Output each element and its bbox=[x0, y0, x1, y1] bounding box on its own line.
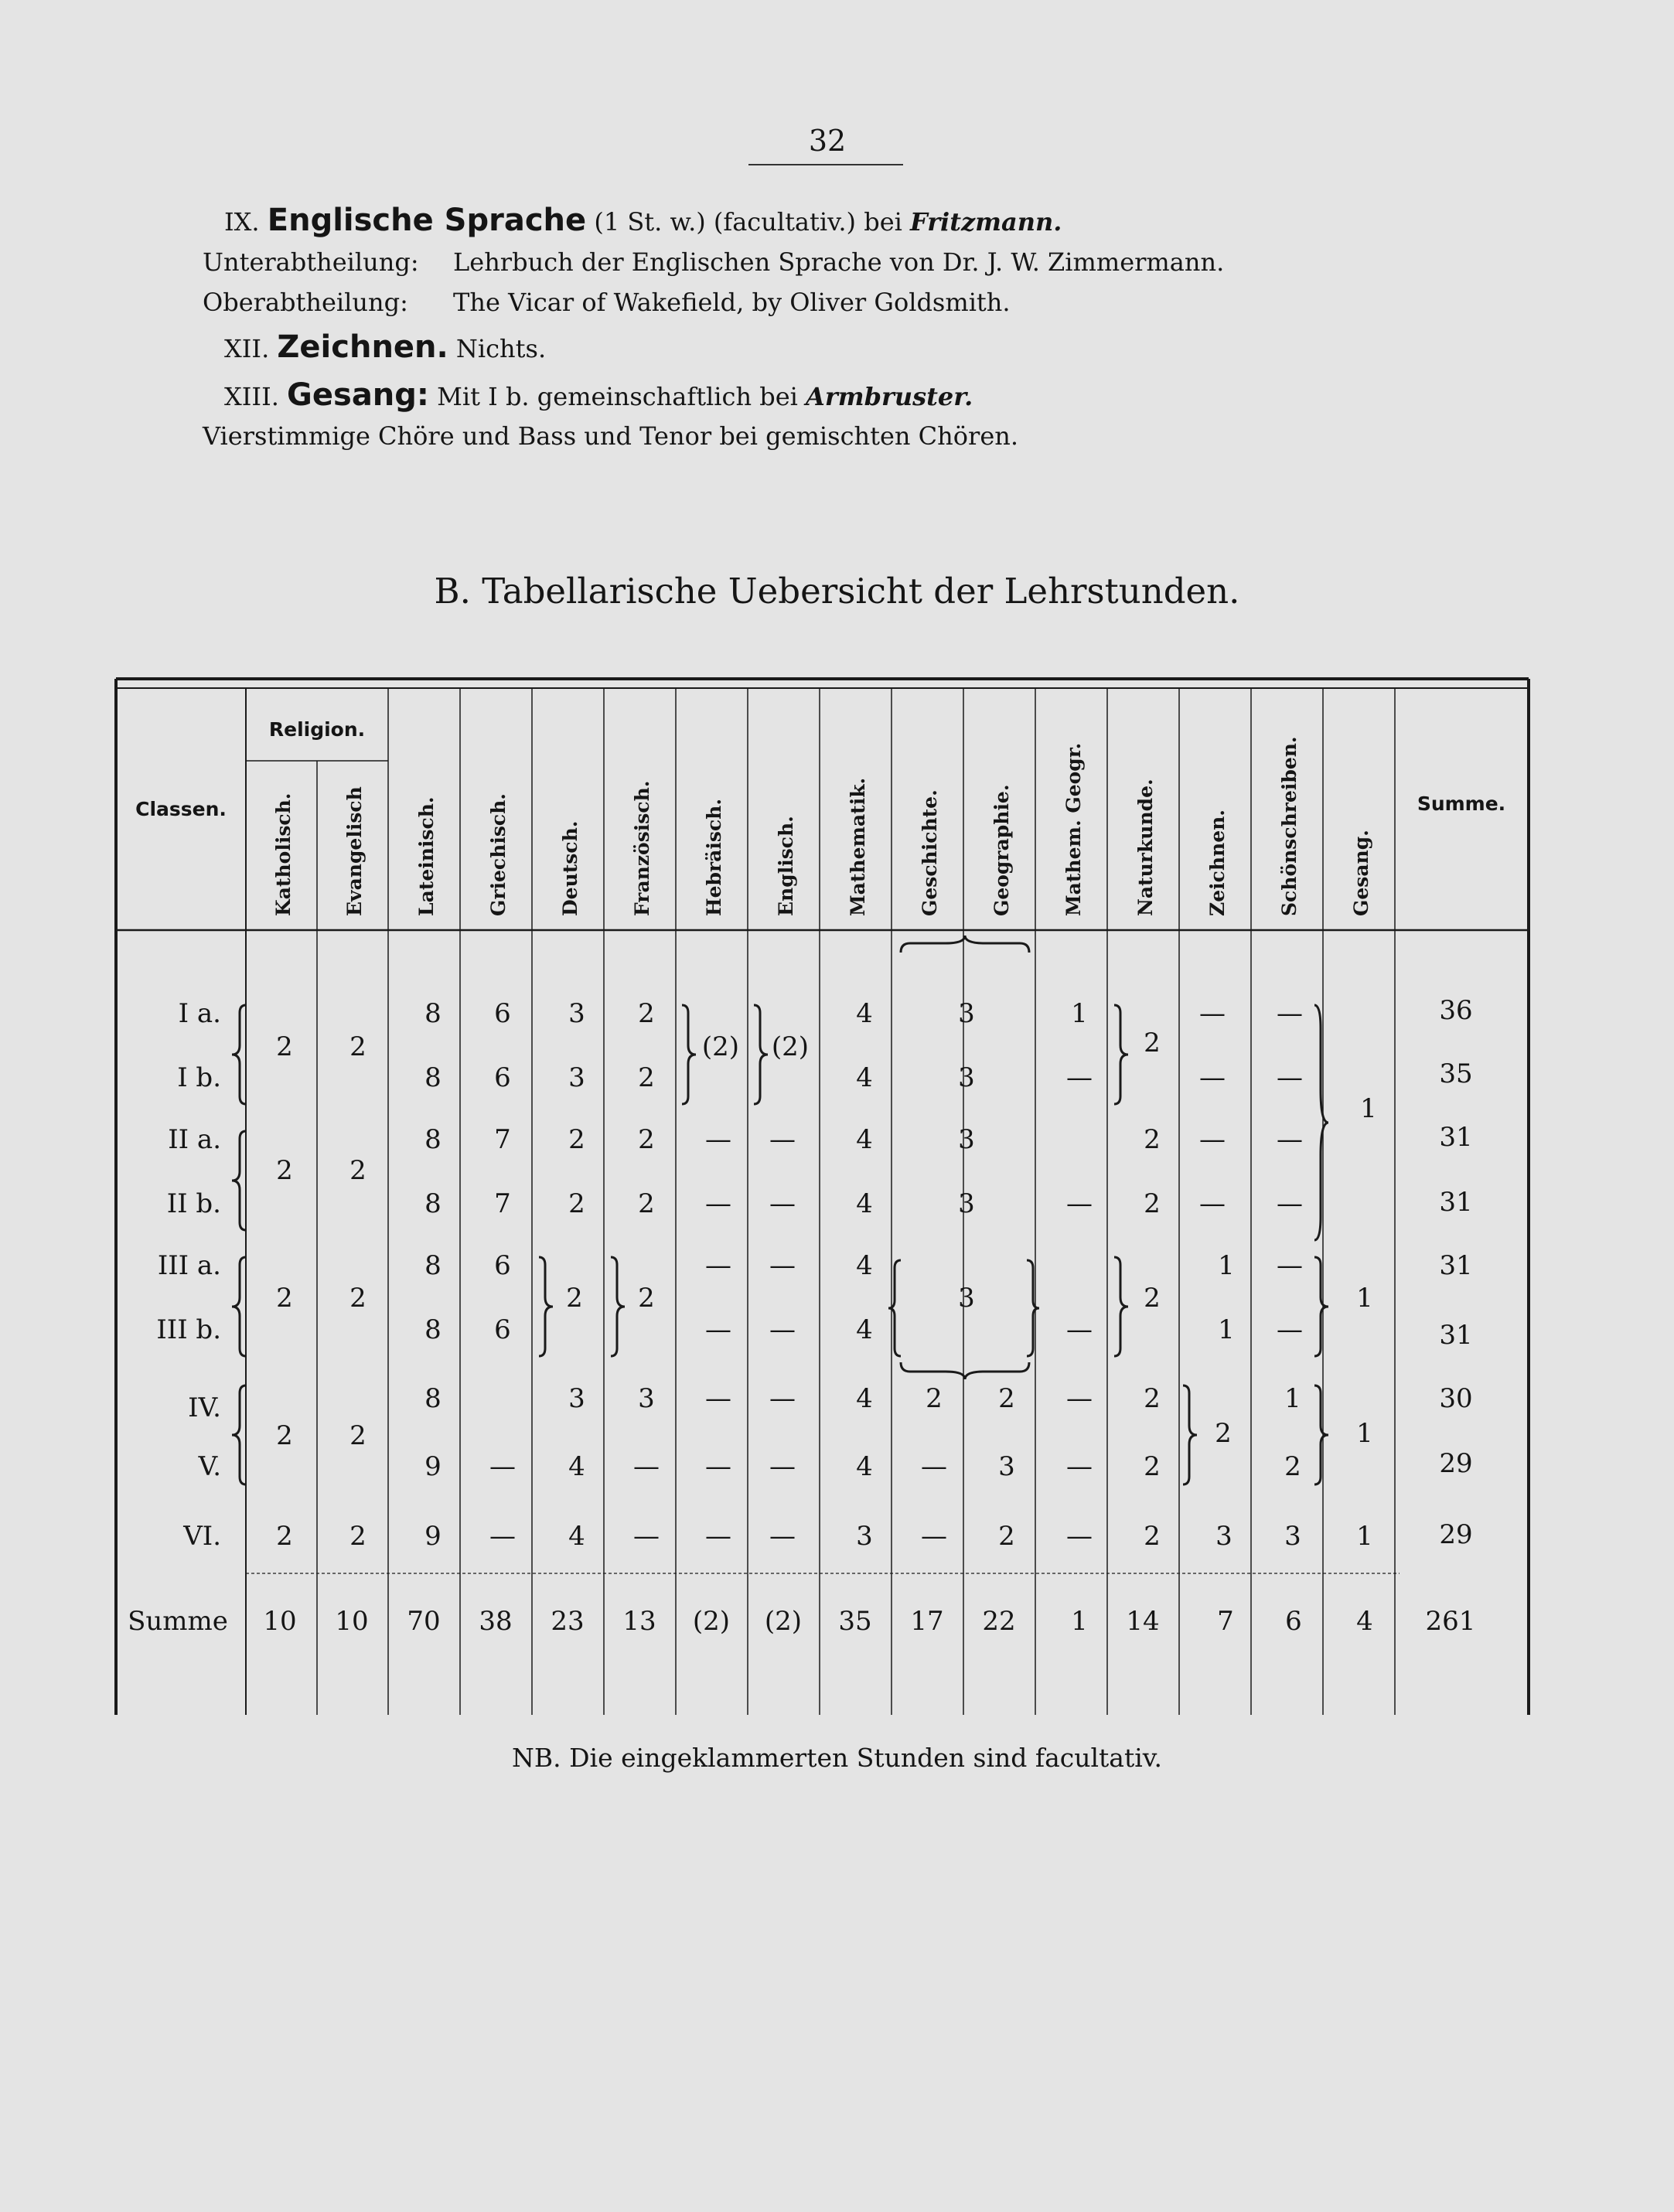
table-cell: 2 bbox=[276, 1283, 293, 1314]
row-label: II b. bbox=[166, 1188, 221, 1219]
table-cell: 4 bbox=[856, 1188, 873, 1219]
table-cell: 8 bbox=[424, 1124, 442, 1155]
table-cell: 3 bbox=[958, 1283, 975, 1314]
table-cell: 3 bbox=[958, 1062, 975, 1093]
table-cell: 2 bbox=[998, 1383, 1015, 1414]
table-cell: 6 bbox=[494, 1314, 511, 1345]
table-row bbox=[424, 1188, 1303, 1219]
table-cell: 2 bbox=[566, 1283, 583, 1314]
oberabtheilung-text: The Vicar of Wakefield, by Oliver Goldsmith. bbox=[453, 288, 1011, 317]
unterabtheilung-label: Unterabtheilung: bbox=[203, 247, 419, 277]
table-cell: 4 bbox=[856, 1124, 873, 1155]
table-cell: 2 bbox=[349, 1155, 367, 1186]
total-cell: 14 bbox=[1126, 1606, 1160, 1637]
table-cell: 1 bbox=[1218, 1250, 1235, 1281]
gesang-teacher: Armbruster. bbox=[806, 382, 973, 411]
table-cell: — bbox=[1066, 1314, 1093, 1345]
col-header-geographie: Geographie. bbox=[990, 784, 1013, 916]
table-cell: 2 bbox=[638, 1283, 655, 1314]
table-cell: — bbox=[1066, 1188, 1093, 1219]
col-header-franzoesisch: Französisch. bbox=[631, 780, 653, 916]
gesang-title: Gesang: bbox=[287, 377, 429, 413]
table-cell: 9 bbox=[424, 1451, 442, 1482]
row-label: III b. bbox=[156, 1314, 221, 1345]
row-label: III a. bbox=[157, 1250, 221, 1281]
total-cell: 10 bbox=[335, 1606, 369, 1637]
grand-total: 261 bbox=[1425, 1606, 1476, 1637]
col-header-zeichnen: Zeichnen. bbox=[1206, 809, 1229, 916]
table-cell: — bbox=[705, 1451, 731, 1482]
table-cell: 8 bbox=[424, 998, 442, 1029]
englisch-teacher: Fritzmann. bbox=[910, 207, 1062, 237]
row-sum: 31 bbox=[1439, 1320, 1473, 1351]
table-cell: — bbox=[769, 1124, 796, 1155]
englisch-detail: (1 St. w.) (facultativ.) bei bbox=[594, 207, 902, 237]
row-sum: 31 bbox=[1439, 1250, 1473, 1281]
table-row bbox=[276, 1521, 1373, 1552]
table-cell: — bbox=[489, 1451, 516, 1482]
col-header-evangelisch: Evangelisch bbox=[343, 786, 366, 916]
total-cell: 23 bbox=[551, 1606, 585, 1637]
row-label: I b. bbox=[177, 1062, 221, 1093]
row-sum: 36 bbox=[1439, 995, 1473, 1026]
row-sum: 30 bbox=[1439, 1383, 1473, 1414]
table-cell: 2 bbox=[276, 1155, 293, 1186]
col-header-deutsch: Deutsch. bbox=[559, 820, 581, 916]
englisch-number: IX. bbox=[224, 207, 260, 237]
table-cell: — bbox=[1277, 1314, 1303, 1345]
classes-header: Classen. bbox=[135, 798, 227, 820]
table-cell: 1 bbox=[1218, 1314, 1235, 1345]
table-cell: 1 bbox=[1356, 1521, 1373, 1552]
table-cell: 2 bbox=[1215, 1418, 1232, 1449]
table-cell: 7 bbox=[494, 1188, 511, 1219]
table-cell: 4 bbox=[856, 1250, 873, 1281]
table-cell: — bbox=[705, 1383, 731, 1414]
total-cell: (2) bbox=[692, 1606, 731, 1637]
table-cell: — bbox=[1277, 1250, 1303, 1281]
table-row bbox=[276, 1250, 1373, 1314]
table-cell: 7 bbox=[494, 1124, 511, 1155]
table-cell: 8 bbox=[424, 1188, 442, 1219]
table-cell: — bbox=[769, 1188, 796, 1219]
englisch-title: Englische Sprache bbox=[267, 203, 587, 238]
table-cell: (2) bbox=[771, 1031, 810, 1062]
table-cell: 2 bbox=[349, 1420, 367, 1451]
total-cell: 35 bbox=[838, 1606, 872, 1637]
table-row bbox=[424, 1314, 1303, 1345]
table-cell: 2 bbox=[638, 1188, 655, 1219]
table-cell: — bbox=[921, 1451, 947, 1482]
table-cell: 6 bbox=[494, 1062, 511, 1093]
table-cell: — bbox=[1199, 998, 1226, 1029]
total-cell: 6 bbox=[1285, 1606, 1302, 1637]
oberabtheilung-label: Oberabtheilung: bbox=[203, 288, 408, 317]
table-cell: — bbox=[1066, 1383, 1093, 1414]
table-cell: — bbox=[1199, 1188, 1226, 1219]
table-cell: 2 bbox=[1144, 1283, 1161, 1314]
zeichnen-number: XII. bbox=[224, 334, 270, 363]
table-cell: — bbox=[705, 1250, 731, 1281]
table-cell: 4 bbox=[856, 1062, 873, 1093]
table-cell: 1 bbox=[1360, 1093, 1377, 1124]
table-cell: 6 bbox=[494, 998, 511, 1029]
table-cell: 3 bbox=[568, 1062, 585, 1093]
page-number: 32 bbox=[808, 124, 847, 158]
table-cell: 2 bbox=[568, 1188, 585, 1219]
col-header-naturkunde: Naturkunde. bbox=[1134, 779, 1157, 916]
table-cell: — bbox=[1277, 1062, 1303, 1093]
total-cell: 10 bbox=[263, 1606, 297, 1637]
col-header-katholisch: Katholisch. bbox=[272, 792, 295, 916]
table-cell: — bbox=[705, 1521, 731, 1552]
table-cell: — bbox=[769, 1250, 796, 1281]
col-header-geschichte: Geschichte. bbox=[919, 789, 941, 916]
table-cell: — bbox=[633, 1451, 660, 1482]
table-cell: 4 bbox=[856, 1383, 873, 1414]
col-header-englisch: Englisch. bbox=[775, 816, 797, 916]
totals-label: Summe bbox=[128, 1606, 228, 1637]
row-sum: 35 bbox=[1439, 1058, 1473, 1089]
table-cell: 2 bbox=[998, 1521, 1015, 1552]
total-cell: 13 bbox=[622, 1606, 656, 1637]
col-header-gesang: Gesang. bbox=[1350, 830, 1372, 916]
gesang-number: XIII. bbox=[224, 382, 279, 411]
table-cell: 8 bbox=[424, 1250, 442, 1281]
table-cell: 4 bbox=[856, 998, 873, 1029]
row-labels bbox=[156, 998, 221, 1552]
table-cell: 3 bbox=[568, 998, 585, 1029]
table-cell: 2 bbox=[349, 1283, 367, 1314]
table-cell: — bbox=[705, 1314, 731, 1345]
table-cell: 4 bbox=[568, 1521, 585, 1552]
total-cell: 4 bbox=[1356, 1606, 1373, 1637]
row-label: I a. bbox=[178, 998, 221, 1029]
table-cell: — bbox=[1199, 1124, 1226, 1155]
table-cell: 1 bbox=[1071, 998, 1088, 1029]
table-cell: — bbox=[633, 1521, 660, 1552]
table-row bbox=[424, 1062, 1377, 1124]
table-cell: (2) bbox=[701, 1031, 740, 1062]
table-cell: 3 bbox=[1284, 1521, 1301, 1552]
row-label: II a. bbox=[168, 1124, 221, 1155]
table-cell: 2 bbox=[349, 1031, 367, 1062]
zeichnen-text: Nichts. bbox=[455, 334, 547, 363]
footnote: NB. Die eingeklammerten Stunden sind facultativ. bbox=[511, 1743, 1163, 1773]
unterabtheilung-text: Lehrbuch der Englischen Sprache von Dr. J. W. Zimmermann. bbox=[453, 247, 1225, 277]
row-label: V. bbox=[198, 1451, 221, 1482]
total-cell: 22 bbox=[982, 1606, 1016, 1637]
table-cell: — bbox=[1066, 1062, 1093, 1093]
table-cell: — bbox=[769, 1383, 796, 1414]
totals-row bbox=[128, 1606, 1475, 1637]
total-cell: (2) bbox=[764, 1606, 803, 1637]
table-cell: 2 bbox=[1284, 1451, 1301, 1482]
total-cell: 38 bbox=[479, 1606, 513, 1637]
table-cell: — bbox=[769, 1521, 796, 1552]
table-cell: — bbox=[1277, 1124, 1303, 1155]
total-cell: 17 bbox=[910, 1606, 944, 1637]
table-row bbox=[276, 1383, 1373, 1451]
religion-header: Religion. bbox=[268, 718, 366, 741]
table-cell: 2 bbox=[1144, 1124, 1161, 1155]
table-cell: 1 bbox=[1284, 1383, 1301, 1414]
table-rules bbox=[116, 679, 1529, 1715]
table-cell: 2 bbox=[568, 1124, 585, 1155]
table-cell: 2 bbox=[276, 1521, 293, 1552]
table-cell: 3 bbox=[1215, 1521, 1232, 1552]
zeichnen-title: Zeichnen. bbox=[277, 329, 448, 365]
sum-header: Summe. bbox=[1417, 792, 1506, 815]
table-cell: 3 bbox=[856, 1521, 873, 1552]
row-label: IV. bbox=[188, 1392, 221, 1423]
table-cell: 8 bbox=[424, 1062, 442, 1093]
col-header-mathematik: Mathematik. bbox=[847, 777, 869, 916]
row-sum: 31 bbox=[1439, 1122, 1473, 1153]
table-cell: — bbox=[1277, 998, 1303, 1029]
table-cell: 8 bbox=[424, 1314, 442, 1345]
table-cell: 2 bbox=[276, 1031, 293, 1062]
table-cell: 3 bbox=[958, 998, 975, 1029]
table-cell: — bbox=[921, 1521, 947, 1552]
col-header-schoenschreiben: Schönschreiben. bbox=[1278, 736, 1301, 916]
table-row bbox=[424, 1451, 1301, 1482]
table-cell: — bbox=[1066, 1521, 1093, 1552]
table-cell: 2 bbox=[1144, 1451, 1161, 1482]
table-cell: 2 bbox=[638, 998, 655, 1029]
table-cell: 9 bbox=[424, 1521, 442, 1552]
table-cell: 1 bbox=[1356, 1283, 1373, 1314]
row-sum: 29 bbox=[1439, 1448, 1473, 1479]
table-cell: 3 bbox=[998, 1451, 1015, 1482]
total-cell: 7 bbox=[1217, 1606, 1234, 1637]
table-cell: 4 bbox=[856, 1314, 873, 1345]
table-cell: 1 bbox=[1356, 1418, 1373, 1449]
row-label: VI. bbox=[183, 1521, 221, 1552]
table-cell: 2 bbox=[926, 1383, 943, 1414]
table-row bbox=[276, 1124, 1303, 1186]
section-b-title: B. Tabellarische Uebersicht der Lehrstunden. bbox=[434, 571, 1240, 612]
table-cell: 2 bbox=[349, 1521, 367, 1552]
table-cell: 3 bbox=[958, 1124, 975, 1155]
table-cell: — bbox=[705, 1188, 731, 1219]
table-cell: — bbox=[489, 1521, 516, 1552]
row-sum: 29 bbox=[1439, 1519, 1473, 1550]
table-cell: 6 bbox=[494, 1250, 511, 1281]
table-cell: 2 bbox=[638, 1124, 655, 1155]
table-cell: 3 bbox=[958, 1188, 975, 1219]
table-cell: 2 bbox=[638, 1062, 655, 1093]
column-headers bbox=[272, 736, 1372, 916]
col-header-mathem-geogr: Mathem. Geogr. bbox=[1062, 742, 1085, 916]
table-cell: — bbox=[769, 1451, 796, 1482]
table-cell: — bbox=[769, 1314, 796, 1345]
table-row bbox=[276, 998, 1303, 1062]
col-header-griechisch: Griechisch. bbox=[487, 793, 510, 916]
total-cell: 1 bbox=[1071, 1606, 1088, 1637]
col-header-lateinisch: Lateinisch. bbox=[415, 796, 438, 916]
table-cell: — bbox=[705, 1124, 731, 1155]
table-cell: 2 bbox=[1144, 1521, 1161, 1552]
table-cell: 3 bbox=[568, 1383, 585, 1414]
table-cell: — bbox=[1066, 1451, 1093, 1482]
row-sums bbox=[1439, 995, 1472, 1550]
gesang-text: Mit I b. gemeinschaftlich bei bbox=[437, 382, 798, 411]
table-cell: 8 bbox=[424, 1383, 442, 1414]
table-cell: 2 bbox=[1144, 1188, 1161, 1219]
table-cell: 2 bbox=[1144, 1383, 1161, 1414]
row-sum: 31 bbox=[1439, 1187, 1473, 1218]
table-cell: 2 bbox=[1144, 1028, 1161, 1058]
table-cell: — bbox=[1199, 1062, 1226, 1093]
table-cell: 3 bbox=[638, 1383, 655, 1414]
table-cell: 4 bbox=[568, 1451, 585, 1482]
table-cell: 4 bbox=[856, 1451, 873, 1482]
total-cell: 70 bbox=[407, 1606, 441, 1637]
gesang-line-2: Vierstimmige Chöre und Bass und Tenor bei gemischten Chören. bbox=[203, 421, 1019, 451]
col-header-hebraeisch: Hebräisch. bbox=[703, 798, 725, 916]
table-cell: 2 bbox=[276, 1420, 293, 1451]
table-cell: — bbox=[1277, 1188, 1303, 1219]
